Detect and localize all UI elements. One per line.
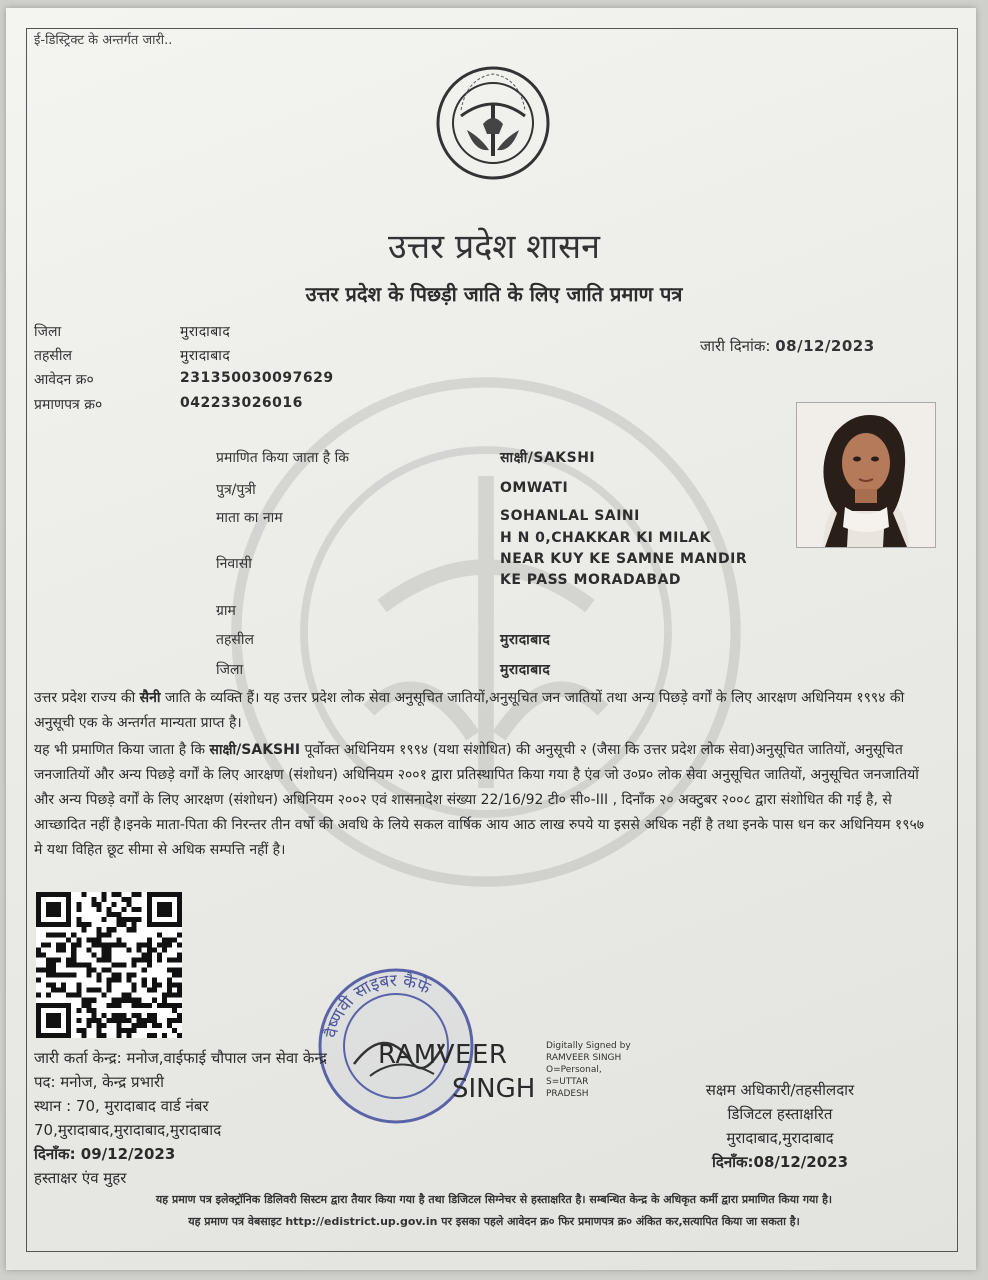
address-line-1: H N 0,CHAKKAR KI MILAK [500, 530, 711, 546]
applicant-name: साक्षी/SAKSHI [500, 450, 596, 466]
signer-name-line-2: SINGH [452, 1074, 536, 1104]
issuer-post: पद: मनोज, केन्द्र प्रभारी [34, 1073, 165, 1091]
issuer-place: स्थान : 70, मुरादाबाद वार्ड नंबर [34, 1097, 209, 1115]
certified-label: प्रमाणित किया जाता है कि [216, 450, 350, 466]
applicant-photo [796, 402, 936, 548]
tehsil-value: मुरादाबाद [180, 348, 231, 364]
certificate-number-label: प्रमाणपत्र क्र० [34, 397, 103, 413]
digital-signature-details [546, 1040, 631, 1100]
footer-line-2: यह प्रमाण पत्र वेबसाइट http://edistrict.up.gov.in पर इसका पहले आवेदन क्र० फिर प्रमाणपत्र क्र० अंकित कर,सत्यापित किया जा सकता है। [188, 1215, 800, 1228]
issue-date-value: 08/12/2023 [775, 337, 875, 355]
authority-digital-signed: डिजिटल हस्ताक्षरित [727, 1105, 833, 1123]
verification-qr-code [36, 892, 182, 1038]
issue-date [700, 336, 875, 356]
mother-name-value: SOHANLAL SAINI [500, 508, 640, 524]
seal-text: वैष्णवी साइबर कैफे [321, 970, 434, 1040]
caste-text-b: जाति के व्यक्ति हैं। यह उत्तर प्रदेश लोक सेवा अनुसूचित जातियों,अनुसूचित जन जातियों तथा अन्य पिछड़े वर्गों के लिए आरक्षण अधिनियम १९९४ की अनुसूची एक के अन्तर्गत मान्यता प्राप्त है। [34, 690, 905, 731]
tehsil-label: तहसील [34, 348, 72, 364]
caste-name: सैनी [139, 690, 161, 706]
issuer-details [34, 1046, 327, 1190]
district-label: जिला [34, 324, 62, 340]
cert-text-b: पूर्वोक्त अधिनियम १९९४ (यथा संशोधित) की अनुसूची २ (जैसा कि उत्तर प्रदेश लोक सेवा)अनुसूचित जातियों, अनुसूचित जनजातियों और अन्य पिछड़े वर्गों के लिए आरक्षण (संशोधन) अधिनियम २००१ द्वारा प्रतिस्थापित किया गया है एंव जो उ०प्र० लोक सेवा अनुसूचित जातियों, अनुसूचित जनजातियों और अन्य पिछड़े वर्गों के लिए आरक्षण (संशोधन) अधिनियम २००२ एवं शासनादेश संख्या 22/16/92 टी० सी०-III , दिनाँक २० अक्टुबर २००८ द्वारा संशोधित की गई है, से आच्छादित नहीं है।इनके माता-पिता की निरन्तर तीन वर्षो की अवधि के लिये सकल वार्षिक आय आठ लाख रुपये या इससे अधिक नहीं है तथा इनके पास धन कर अधिनियम १९५७ मे यथा विहित छूट सीमा से अधिक सम्पत्ति नहीं है। [34, 742, 925, 858]
digi-line-4: S=UTTAR [546, 1077, 589, 1087]
issuer-date: दिनाँक: 09/12/2023 [34, 1145, 176, 1163]
authority-date: दिनाँक:08/12/2023 [711, 1153, 849, 1171]
caste-text-a: उत्तर प्रदेश राज्य की [34, 690, 140, 706]
caste-paragraph [34, 686, 930, 736]
cert-text-a: यह भी प्रमाणित किया जाता है कि [34, 742, 210, 758]
district-value: मुरादाबाद [180, 324, 231, 340]
address-line-3: KE PASS MORADABAD [500, 572, 682, 588]
footer-line-1: यह प्रमाण पत्र इलेक्ट्रॉनिक डिलिवरी सिस्टम द्वारा तैयार किया गया है तथा डिजिटल सिग्नेचर से हस्ताक्षरित है। सम्बन्धित केन्द्र के अधिकृत कर्मी द्वारा प्रमाणित किया गया है। [155, 1193, 833, 1206]
cert-applicant-name: साक्षी/SAKSHI [209, 742, 301, 758]
child-of-value: OMWATI [500, 480, 569, 496]
digi-line-1: Digitally Signed by [546, 1041, 631, 1051]
issue-date-label: जारी दिनांक: [700, 337, 771, 355]
e-district-note: ई-डिस्ट्रिक्ट के अन्तर्गत जारी.. [34, 33, 173, 48]
resident-label: निवासी [216, 556, 252, 572]
digi-line-5: PRADESH [546, 1089, 589, 1099]
mother-name-label: माता का नाम [216, 510, 283, 526]
application-number: 231350030097629 [180, 370, 334, 386]
digi-line-3: O=Personal, [546, 1065, 602, 1075]
issuing-center: जारी कर्ता केन्द्र: मनोज,वाईफाई चौपाल जन सेवा केन्द्र [34, 1049, 327, 1067]
up-government-emblem [422, 64, 564, 182]
digi-line-2: RAMVEER SINGH [546, 1053, 622, 1063]
certificate-subtitle: उत्तर प्रदेश के पिछड़ी जाति के लिए जाति प्रमाण पत्र [305, 282, 683, 306]
certificate-number: 042233026016 [180, 395, 303, 411]
signer-name-line-1: RAMVEER [378, 1040, 508, 1070]
child-of-label: पुत्र/पुत्री [216, 482, 256, 498]
village-label: ग्राम [216, 603, 236, 619]
authority-place: मुरादाबाद,मुरादाबाद [726, 1129, 834, 1147]
authority-title: सक्षम अधिकारी/तहसीलदार [705, 1081, 855, 1099]
address-line-2: NEAR KUY KE SAMNE MANDIR [500, 551, 748, 567]
main-title: उत्तर प्रदेश शासन [388, 227, 600, 267]
detail-tehsil-value: मुरादाबाद [500, 632, 551, 648]
sign-and-seal-note: हस्ताक्षर एंव मुहर [34, 1169, 127, 1187]
issuer-place-2: 70,मुरादाबाद,मुरादाबाद,मुरादाबाद [34, 1121, 222, 1139]
application-number-label: आवेदन क्र० [34, 372, 94, 388]
detail-district-value: मुरादाबाद [500, 662, 551, 678]
detail-tehsil-label: तहसील [216, 632, 254, 648]
certification-paragraph [34, 738, 930, 863]
detail-district-label: जिला [216, 662, 244, 678]
authority-block [650, 1078, 910, 1174]
